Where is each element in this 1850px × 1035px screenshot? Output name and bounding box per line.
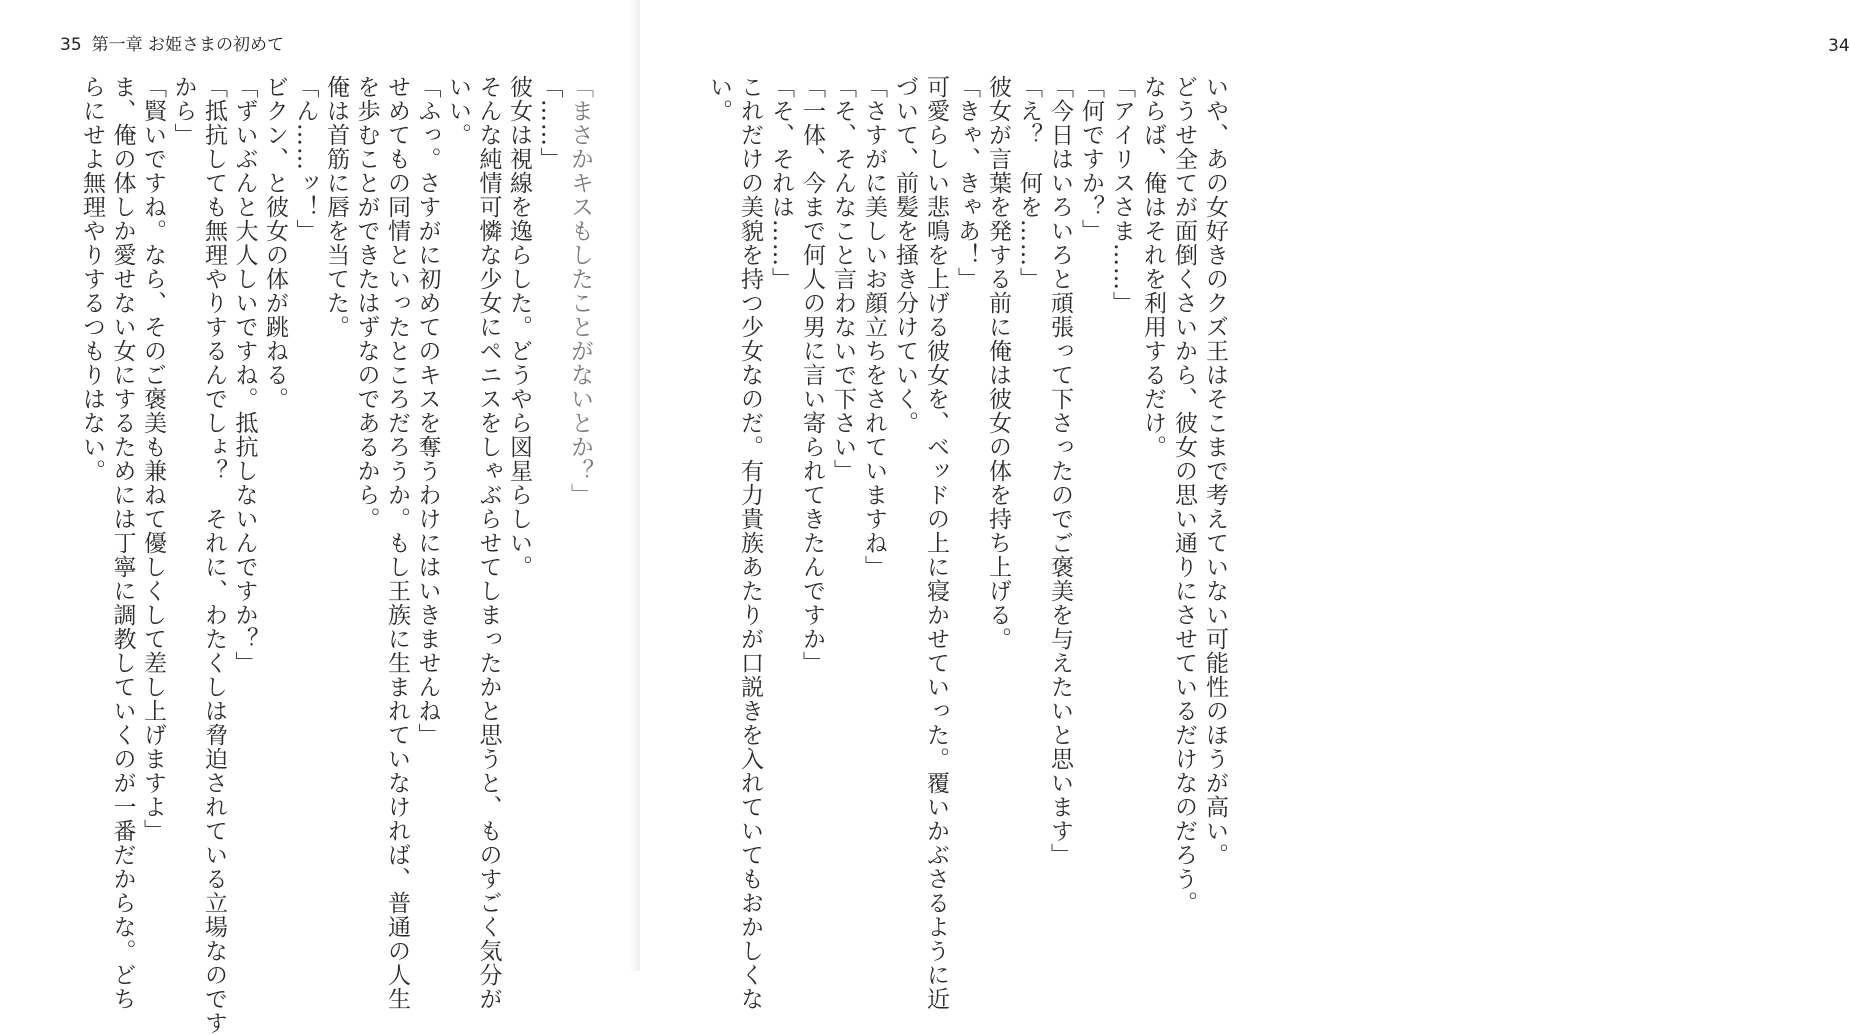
text-line: 「そ、そんなこと言わないで下さい」 bbox=[830, 75, 856, 483]
text-line: 俺は首筋に唇を当てた。 bbox=[323, 75, 349, 339]
text-line: づいて、前髪を掻き分けていく。 bbox=[892, 75, 918, 435]
text-line: これだけの美貌を持つ少女なのだ。有力貴族あたりが口説きを入れていてもおかしくな bbox=[737, 75, 763, 1011]
text-line: 「抵抗しても無理やりするんでしょ？ それに、わたくしは脅迫されている立場なのです bbox=[201, 75, 227, 1035]
text-line: 「……」 bbox=[536, 75, 563, 171]
text-line: 彼女が言葉を発する前に俺は彼女の体を持ち上げる。 bbox=[985, 75, 1011, 651]
text-line: 「ずいぶんと大人しいですね。抵抗しないんですか？」 bbox=[231, 75, 258, 675]
left-page-number: 35 bbox=[60, 35, 82, 55]
text-line: いや、あの女好きのクズ王はそこまで考えていない可能性のほうが高い。 bbox=[1202, 75, 1228, 867]
text-line: を歩むことができたはずなのであるから。 bbox=[353, 75, 380, 531]
text-line: 「さすがに美しいお顔立ちをされていますね」 bbox=[861, 75, 887, 579]
text-line: 可愛らしい悲鳴を上げる彼女を、ベッドの上に寝かせていった。覆いかぶさるように近 bbox=[923, 75, 949, 1011]
text-line: いい。 bbox=[445, 75, 471, 147]
text-line: 「きゃ、きゃあ！」 bbox=[954, 75, 980, 291]
text-line: 「まさかキスもしたことがないとか？」 bbox=[567, 75, 593, 507]
text-line: ならば、俺はそれを利用するだけ。 bbox=[1140, 75, 1166, 459]
text-line: らにせよ無理やりするつもりはない。 bbox=[79, 75, 105, 483]
chapter-title: 第一章 お姫さまの初めて bbox=[91, 35, 285, 55]
text-line: 「一体、今まで何人の男に言い寄られてきたんですか」 bbox=[799, 75, 825, 675]
text-line: ま、俺の体しか愛せない女にするためには丁寧に調教していくのが一番だからな。どち bbox=[109, 75, 136, 1011]
text-line: 「賢いですね。なら、そのご褒美も兼ねて優しくして差し上げますよ」 bbox=[140, 75, 166, 843]
text-line: 彼女は視線を逸らした。どうやら図星らしい。 bbox=[506, 75, 532, 579]
text-line: い。 bbox=[706, 75, 732, 123]
text-line: から」 bbox=[170, 75, 197, 147]
right-page bbox=[640, 0, 1850, 1011]
text-line: 「ん……ッ！」 bbox=[292, 75, 319, 243]
text-line: そんな純情可憐な少女にペニスをしゃぶらせてしまったかと思うと、ものすごく気分が bbox=[475, 75, 502, 1011]
right-page-number: 34 bbox=[1828, 36, 1850, 56]
text-line: 「え？ 何を……」 bbox=[1016, 75, 1042, 291]
text-line: 「そ、それは……」 bbox=[768, 75, 794, 291]
text-line: どうせ全てが面倒くさいから、彼女の思い通りにさせているだけなのだろう。 bbox=[1171, 75, 1197, 915]
text-line: 「ふっ。さすがに初めてのキスを奪うわけにはいきませんね」 bbox=[414, 75, 441, 747]
text-line: せめてもの同情といったところだろうか。もし王族に生まれていなければ、普通の人生 bbox=[384, 75, 410, 1011]
text-line: 「今日はいろいろと頑張って下さったのでご褒美を与えたいと思います」 bbox=[1047, 75, 1073, 867]
text-line: 「アイリスさま……」 bbox=[1109, 75, 1135, 315]
left-page bbox=[0, 0, 640, 1035]
text-line: 「何ですか？」 bbox=[1078, 75, 1104, 243]
running-header bbox=[60, 30, 284, 55]
text-line: ビクン、と彼女の体が跳ねる。 bbox=[262, 75, 288, 411]
